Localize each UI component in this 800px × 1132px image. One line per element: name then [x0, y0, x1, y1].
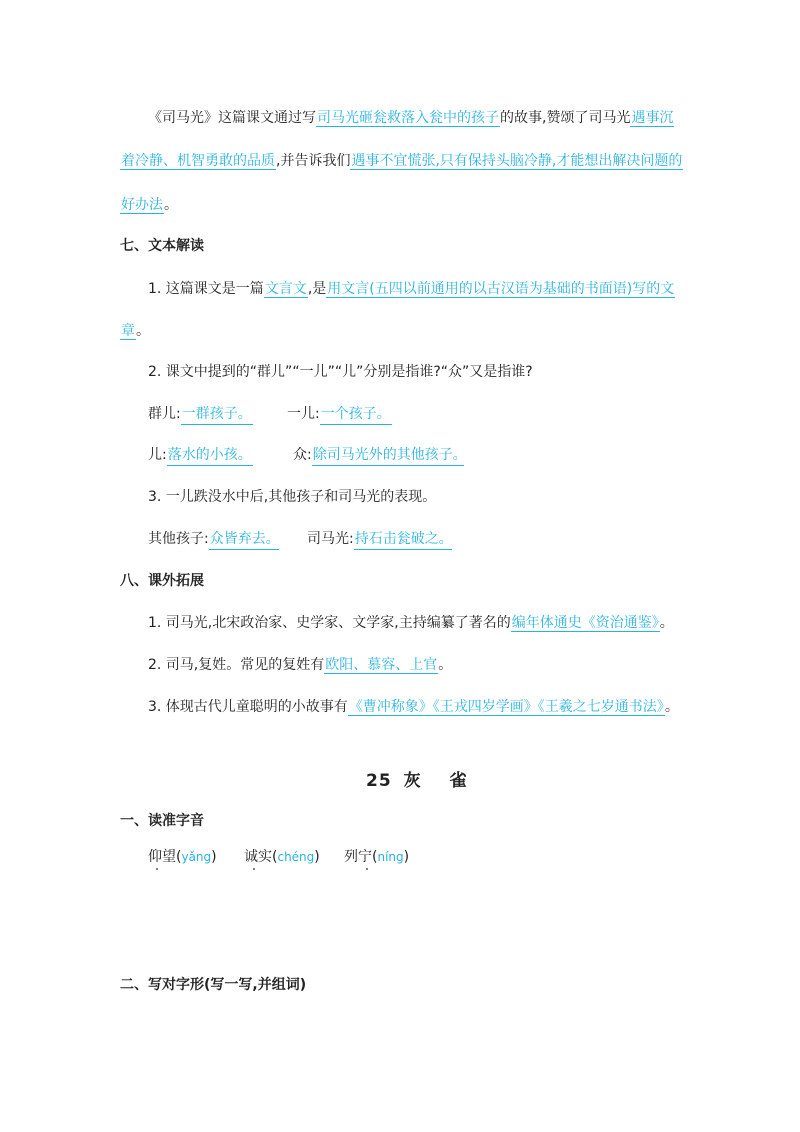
answer-blank: 章 — [121, 323, 135, 339]
question-3: 3. 一儿跌没水中后,其他孩子和司马光的表现。 — [148, 489, 437, 505]
lesson-number: 25 — [366, 771, 392, 791]
extension-1: 1. 司马光,北宋政治家、史学家、文学家,主持编纂了著名的编年体通史《资治通鉴》。 — [148, 615, 674, 631]
pinyin: chéng — [277, 850, 315, 864]
pinyin: yǎng — [181, 850, 212, 864]
pinyin-word-2: 诚实(chéng) — [244, 849, 320, 865]
answer-blank: 用文言(五四以前通用的以古汉语为基础的书面语)写的文 — [327, 281, 675, 297]
summary-line-1: 《司马光》这篇课文通过写司马光砸瓮救落入瓮中的孩子的故事,赞颂了司马光遇事沉 — [148, 110, 674, 126]
question-1: 1. 这篇课文是一篇文言文,是用文言(五四以前通用的以古汉语为基础的书面语)写的文 — [148, 281, 675, 297]
emphasis-dot — [366, 868, 368, 870]
summary-line-3: 好办法。 — [121, 197, 178, 213]
answer-blank: 一群孩子。 — [181, 404, 253, 425]
answer-blank: 好办法 — [121, 197, 163, 213]
answer-others: 其他孩子:众皆弃去。 — [148, 529, 279, 550]
answer-blank: 欧阳、慕容、上官 — [325, 657, 438, 673]
answer-blank: 着冷静、机智勇敢的品质 — [121, 153, 275, 169]
answer-er: 儿:落水的小孩。 — [148, 445, 253, 466]
answer-blank: 司马光砸瓮救落入瓮中的孩子 — [317, 110, 499, 126]
lesson-char-2: 雀 — [449, 771, 468, 791]
answer-zhong: 众:除司马光外的其他孩子。 — [293, 445, 464, 466]
answer-blank: 文言文 — [264, 281, 307, 297]
emphasis-dot — [156, 868, 158, 870]
question-2: 2. 课文中提到的“群儿”“一儿”“儿”分别是指谁?“众”又是指谁? — [148, 364, 533, 380]
question-1-cont: 章。 — [121, 323, 150, 339]
answer-blank: 除司马光外的其他孩子。 — [312, 445, 464, 466]
answer-blank: 遇事不宜慌张,只有保持头脑冷静,才能想出解决问题的 — [351, 153, 683, 169]
extension-3: 3. 体现古代儿童聪明的小故事有《曹冲称象》《王戎四岁学画》《王羲之七岁通书法》。 — [148, 699, 679, 715]
lesson-title — [366, 766, 468, 791]
answer-simaguang: 司马光:持石击瓮破之。 — [307, 529, 452, 550]
pinyin: níng — [377, 850, 404, 864]
emphasis-dot — [253, 868, 255, 870]
pinyin-word-3: 列宁(níng) — [344, 849, 410, 865]
part-heading-1: 一、读准字音 — [120, 813, 204, 829]
answer-blank: 《曹冲称象》《王戎四岁学画》《王羲之七岁通书法》 — [348, 699, 664, 715]
pinyin-word-1: 仰望(yǎng) — [148, 849, 217, 865]
section-heading-7: 七、文本解读 — [120, 238, 204, 254]
section-heading-8: 八、课外拓展 — [120, 573, 204, 589]
answer-blank: 编年体通史《资治通鉴》 — [511, 615, 659, 631]
answer-blank: 落水的小孩。 — [167, 445, 253, 466]
part-heading-2: 二、写对字形(写一写,并组词) — [120, 977, 307, 993]
answer-blank: 遇事沉 — [631, 110, 674, 126]
summary-line-2: 着冷静、机智勇敢的品质,并告诉我们遇事不宜慌张,只有保持头脑冷静,才能想出解决问题的 — [121, 153, 683, 169]
answer-blank: 一个孩子。 — [320, 404, 392, 425]
lesson-char-1: 灰 — [403, 771, 422, 791]
extension-2: 2. 司马,复姓。常见的复姓有欧阳、慕容、上官。 — [148, 657, 453, 673]
answer-blank: 持石击瓮破之。 — [354, 529, 452, 550]
answer-yi-er: 一儿:一个孩子。 — [287, 404, 392, 425]
answer-blank: 众皆弃去。 — [209, 529, 279, 550]
answer-qun-er: 群儿:一群孩子。 — [148, 404, 253, 425]
